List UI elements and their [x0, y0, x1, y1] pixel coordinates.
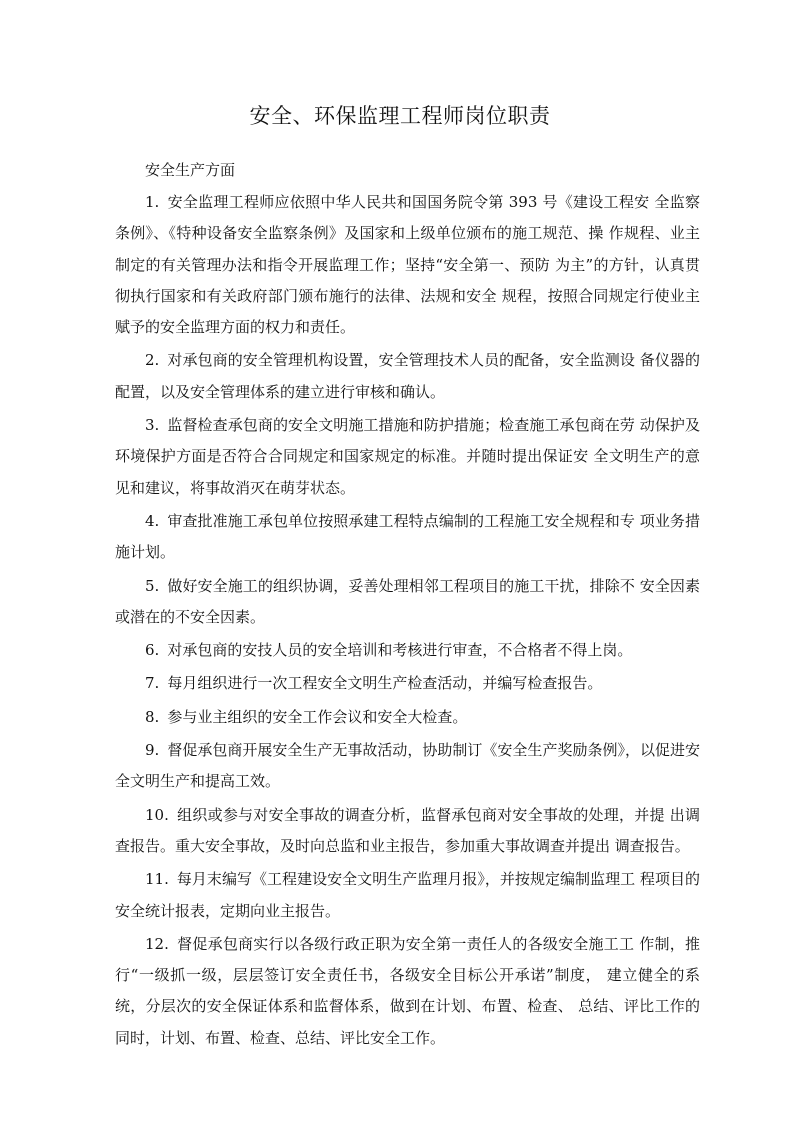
duty-item [115, 506, 700, 569]
duty-item-number: 11. [145, 870, 169, 889]
duty-item-text: 安全监理工程师应依照中华人民共和国国务院令第 393 号《建设工程安 全监察条例》、《特种设备安全监察条例》及国家和上级单位颁布的施工规范、操 作规程、业主制定的有关管理办法和指令开展监理工作；坚持“安全第一、预防 为主”的方针，认真贯彻执行国家和有关政府部门颁布施行的法律、法规和安全 规程，按照合同规定行使业主赋予的安全监理方面的权力和责任。 [115, 193, 700, 337]
duty-item [115, 571, 700, 634]
duty-item [115, 635, 700, 666]
duty-item-text: 参与业主组织的安全工作会议和安全大检查。 [167, 707, 468, 726]
duty-item-text: 审查批准施工承包单位按照承建工程特点编制的工程施工安全规程和专 项业务措施计划。 [115, 511, 700, 562]
duty-item [115, 410, 700, 504]
duty-item-number: 4. [145, 511, 160, 530]
duty-item-number: 9. [145, 741, 160, 760]
document-title: 安全、环保监理工程师岗位职责 [249, 104, 551, 128]
duty-item-text: 做好安全施工的组织协调，妥善处理相邻工程项目的施工干扰，排除不 安全因素或潜在的不安全因素。 [115, 576, 700, 626]
duty-item-number: 12. [145, 934, 169, 953]
duty-item-text: 每月组织进行一次工程安全文明生产检查活动，并编写检查报告。 [167, 674, 603, 693]
duty-item-text: 对承包商的安技人员的安全培训和考核进行审查，不合格者不得上岗。 [167, 641, 633, 660]
duty-item-number: 6. [145, 641, 160, 660]
duty-item-number: 10. [145, 805, 169, 824]
duty-item [115, 929, 700, 1054]
duty-item [115, 187, 700, 343]
duty-item-text: 监督检查承包商的安全文明施工措施和防护措施；检查施工承包商在劳 动保护及环境保护方面是否符合合同规定和国家规定的标准。并随时提出保证安 全文明生产的意见和建议，将事故消灭在萌芽状态。 [115, 416, 700, 497]
duty-item-text: 每月末编写《工程建设安全文明生产监理月报》，并按规定编制监理工 程项目的安全统计报表，定期向业主报告。 [115, 870, 700, 920]
duty-item-number: 5. [145, 576, 160, 595]
duty-item-text: 督促承包商实行以各级行政正职为安全第一责任人的各级安全施工工 作制，推行“一级抓一级，层层签订安全责任书，各级安全目标公开承诺”制度， 建立健全的系统，分层次的安全保证体系和监督体系，做到在计划、布置、检查、 总结、评比工作的同时，计划、布置、检查、总结、评比安全工作。 [115, 934, 700, 1047]
duty-item [115, 800, 700, 863]
duty-item [115, 668, 700, 699]
duty-item [115, 345, 700, 408]
duty-item [115, 702, 700, 733]
duty-item-number: 7. [145, 674, 160, 693]
duty-item-text: 组织或参与对安全事故的调查分析，监督承包商对安全事故的处理，并提 出调查报告。重大安全事故，及时向总监和业主报告，参加重大事故调查并提出 调查报告。 [115, 805, 700, 855]
section-heading: 安全生产方面 [145, 161, 236, 179]
duty-item [115, 735, 700, 798]
duty-list [115, 187, 700, 1056]
duty-item-number: 3. [145, 416, 160, 435]
duty-item-number: 1. [145, 193, 160, 211]
duty-item-number: 8. [145, 707, 160, 726]
duty-item [115, 864, 700, 927]
duty-item-text: 督促承包商开展安全生产无事故活动，协助制订《安全生产奖励条例》，以促进安全文明生产和提高工效。 [115, 741, 700, 791]
duty-item-text: 对承包商的安全管理机构设置，安全管理技术人员的配备，安全监测设 备仪器的配置，以及安全管理体系的建立进行审核和确认。 [115, 351, 700, 401]
duty-item-number: 2. [145, 351, 160, 370]
